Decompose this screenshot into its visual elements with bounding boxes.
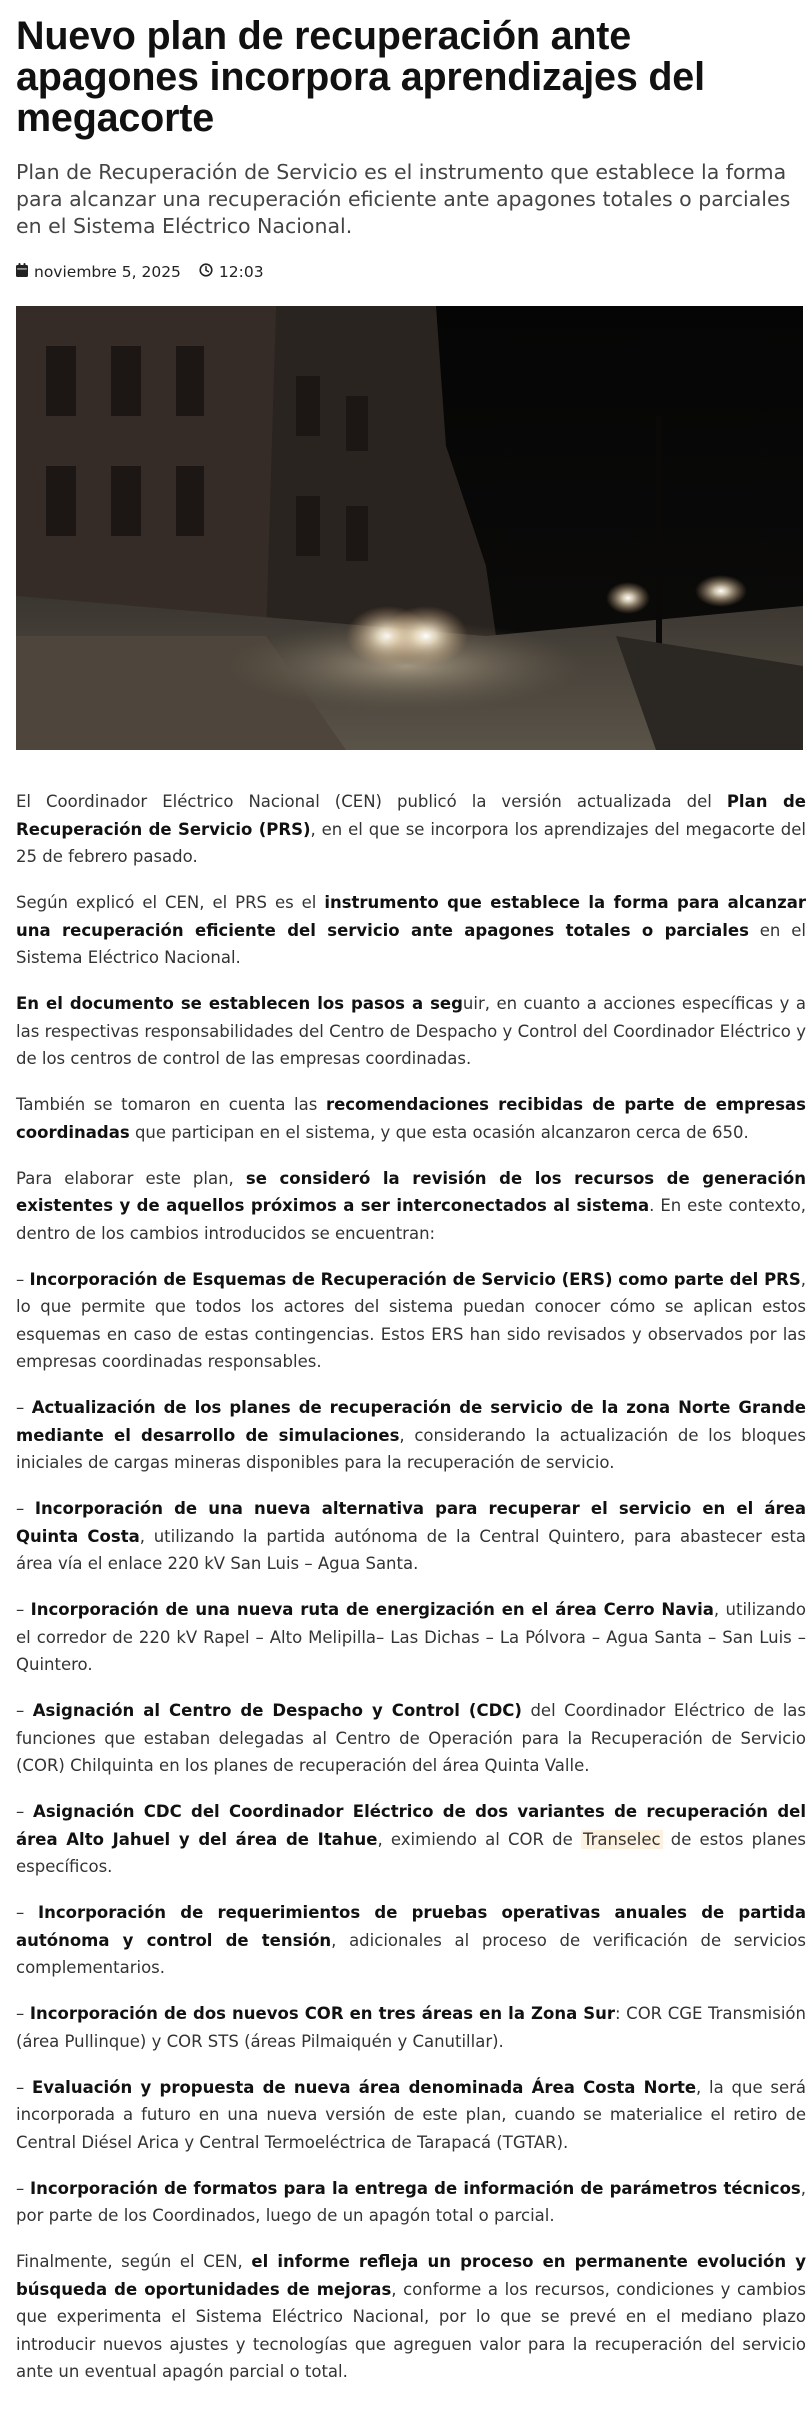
post-date bbox=[16, 263, 181, 281]
post-time-text: 12:03 bbox=[218, 263, 264, 281]
list-item: – Asignación CDC del Coordinador Eléctrico de dos variantes de recuperación del área Alto Jahuel y del área de Itahue, eximiendo al COR de Transelec de estos planes específicos. bbox=[16, 1802, 806, 1876]
clock-icon bbox=[199, 263, 219, 281]
list-item: – Incorporación de requerimientos de pruebas operativas anuales de partida autónoma y control de tensión, adicionales al proceso de verificación de servicios complementarios. bbox=[16, 1903, 806, 1977]
post-date-text: noviembre 5, 2025 bbox=[34, 263, 181, 281]
list-item: – Incorporación de una nueva alternativa para recuperar el servicio en el área Quinta Costa, utilizando la partida autónoma de la Central Quintero, para abastecer esta área vía el enlace 220 kV San Luis – Agua Santa. bbox=[16, 1499, 807, 1573]
paragraph: El Coordinador Eléctrico Nacional (CEN) publicó la versión actualizada del Plan de Recuperación de Servicio (PRS), en el que se incorpora los aprendizajes del megacorte del 25 de febrero pasado. bbox=[16, 792, 807, 866]
article-title: Nuevo plan de recuperación ante apagones incorpora aprendizajes del megacorte bbox=[16, 14, 705, 140]
hero-image bbox=[16, 306, 803, 750]
article-meta bbox=[16, 262, 806, 282]
highlighted-term: Transelec bbox=[582, 1829, 661, 1849]
article-subtitle: Plan de Recuperación de Servicio es el instrumento que establece la forma para alcanzar una recuperación eficiente ante apagones totales o parciales en el Sistema Eléctrico Nacional. bbox=[16, 160, 791, 238]
list-item: – Incorporación de dos nuevos COR en tres áreas en la Zona Sur: COR CGE Transmisión (área Pullinque) y COR STS (áreas Pilmaiquén y Canutillar). bbox=[16, 2004, 806, 2051]
paragraph: Finalmente, según el CEN, el informe refleja un proceso en permanente evolución y búsqueda de oportunidades de mejoras, conforme a los recursos, condiciones y cambios que experimenta el Sistema Eléctrico Nacional, por lo que se prevé en el mediano plazo introducir nuevos ajustes y tecnologías que agreguen valor para la recuperación del servicio ante un eventual apagón parcial o total. bbox=[16, 2252, 806, 2381]
article-body bbox=[16, 788, 806, 2386]
list-item: – Incorporación de formatos para la entrega de información de parámetros técnicos, por parte de los Coordinados, luego de un apagón total o parcial. bbox=[16, 2178, 806, 2225]
list-item: – Actualización de los planes de recuperación de servicio de la zona Norte Grande mediante el desarrollo de simulaciones, considerando la actualización de los bloques iniciales de cargas mineras disponibles para la recuperación de servicio. bbox=[16, 1398, 807, 1472]
list-item: – Evaluación y propuesta de nueva área denominada Área Costa Norte, la que será incorporada a futuro en una nueva versión de este plan, cuando se materialice el retiro de Central Diésel Arica y Central Termoeléctrica de Tarapacá (TGTAR). bbox=[16, 2077, 807, 2152]
list-item: – Incorporación de una nueva ruta de energización en el área Cerro Navia, utilizando el corredor de 220 kV Rapel – Alto Melipilla– Las Dichas – La Pólvora – Agua Santa – San Luis – Quintero. bbox=[16, 1600, 806, 1674]
paragraph: Según explicó el CEN, el PRS es el instrumento que establece la forma para alcanzar una recuperación eficiente del servicio ante apagones totales o parciales en el Sistema Eléctrico Nacional. bbox=[16, 893, 806, 967]
paragraph: Para elaborar este plan, se consideró la revisión de los recursos de generación existentes y de aquellos próximos a ser interconectados al sistema. En este contexto, dentro de los cambios introducidos se encuentran: bbox=[16, 1168, 806, 1243]
post-time bbox=[199, 263, 264, 281]
list-item: – Incorporación de Esquemas de Recuperación de Servicio (ERS) como parte del PRS, lo que permite que todos los actores del sistema puedan conocer cómo se aplican estos esquemas en caso de estas contingencias. Estos ERS han sido revisados y observados por las empresas coordinadas responsables. bbox=[16, 1269, 806, 1371]
calendar-icon bbox=[16, 263, 34, 281]
paragraph: En el documento se establecen los pasos a seguir, en cuanto a acciones específicas y a las respectivas responsabilidades del Centro de Despacho y Control del Coordinador Eléctrico y de los centros de control de las empresas coordinadas. bbox=[16, 994, 806, 1068]
list-item: – Asignación al Centro de Despacho y Control (CDC) del Coordinador Eléctrico de las funciones que estaban delegadas al Centro de Operación para la Recuperación de Servicio (COR) Chilquinta en los planes de recuperación del área Quinta Valle. bbox=[16, 1701, 807, 1775]
paragraph: También se tomaron en cuenta las recomendaciones recibidas de parte de empresas coordinadas que participan en el sistema, y que esta ocasión alcanzaron cerca de 650. bbox=[16, 1095, 807, 1142]
